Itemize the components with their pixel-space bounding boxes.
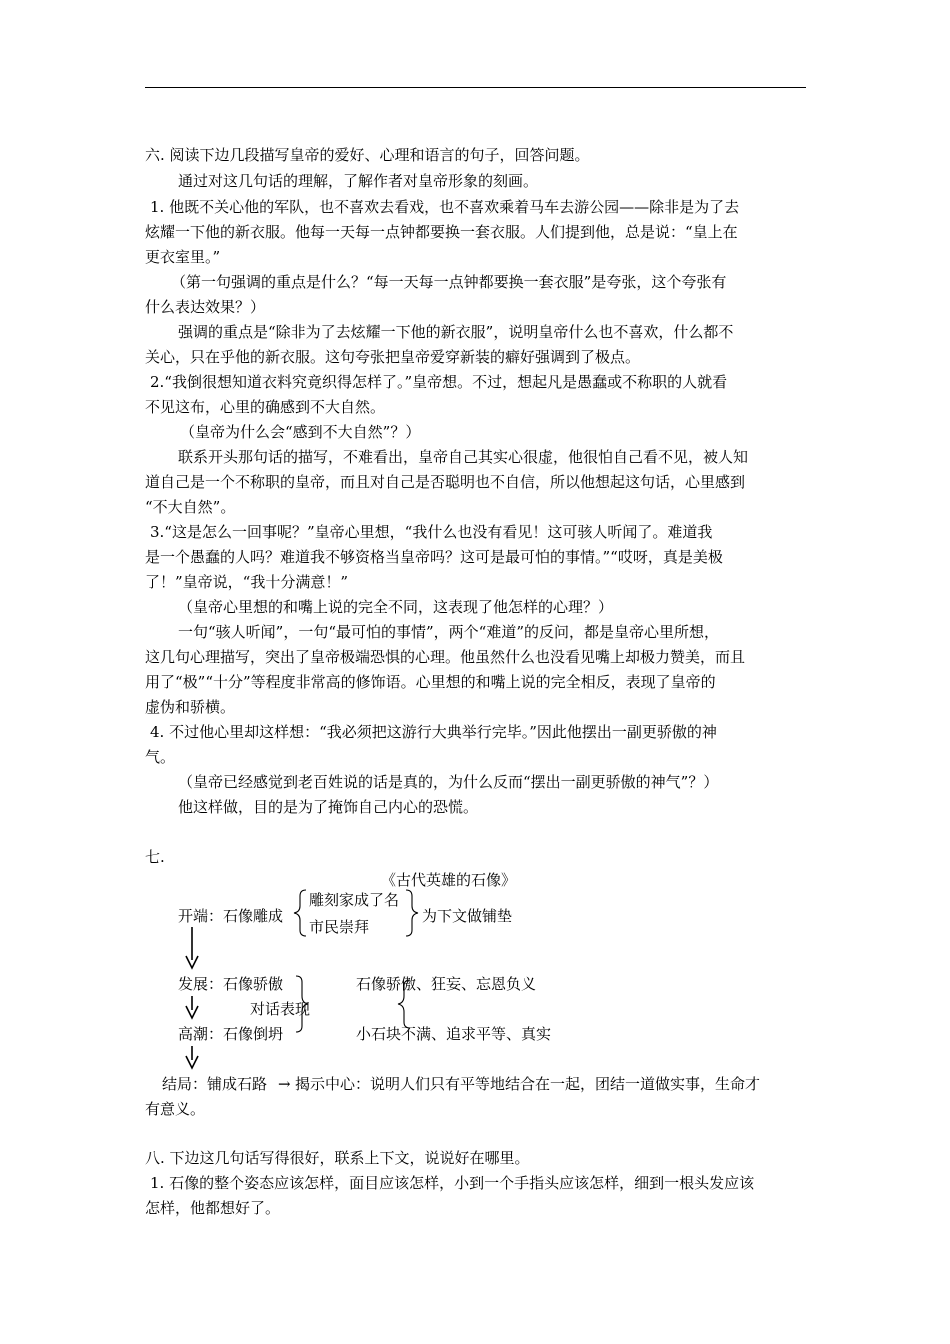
section-7-heading: 七. (145, 848, 165, 866)
diagram-ending-theme-cont: 有意义。 (145, 1100, 206, 1118)
q4-question-line: （皇帝已经感觉到老百姓说的话是真的，为什么反而“摆出一副更骄傲的神气”？） (178, 773, 719, 791)
s8-q1-text-line: 怎样，他都想好了。 (145, 1199, 281, 1217)
q3-answer-line: 这几句心理描写，突出了皇帝极端恐惧的心理。他虽然什么也没看见嘴上却极力赞美，而且 (145, 648, 746, 666)
q2-answer-line: 联系开头那句话的描写，不难看出，皇帝自己其实心很虚，他很怕自己看不见，被人知 (178, 448, 749, 466)
q3-answer-line: 用了“极”“十分”等程度非常高的修饰语。心里想的和嘴上说的完全相反，表现了皇帝的 (145, 673, 716, 691)
section-8-heading: 八. 下边这几句话写得很好，联系上下文，说说好在哪里。 (145, 1149, 530, 1167)
q1-answer-line: 强调的重点是“除非为了去炫耀一下他的新衣服”，说明皇帝什么也不喜欢，什么都不 (178, 323, 734, 341)
q3-answer-line: 虚伪和骄横。 (145, 698, 236, 716)
q2-question-line: （皇帝为什么会“感到不大自然”？） (180, 423, 421, 441)
q3-text-line: 是一个愚蠢的人吗？难道我不够资格当皇帝吗？这可是最可怕的事情。”“哎呀，真是美极 (145, 548, 723, 566)
section-6-intro: 通过对这几句话的理解，了解作者对皇帝形象的刻画。 (178, 172, 539, 190)
q3-answer-line: 一句“骇人听闻”，一句“最可怕的事情”，两个“难道”的反问，都是皇帝心里所想， (178, 623, 720, 641)
right-brace-icon (406, 890, 418, 936)
s8-q1-text-line: 1. 石像的整个姿态应该怎样，面目应该怎样，小到一个手指头应该怎样，细到一根头发应该 (150, 1174, 755, 1192)
diagram-start-item: 雕刻家成了名 (309, 891, 400, 909)
q3-question-line: （皇帝心里想的和嘴上说的完全不同，这表现了他怎样的心理？） (178, 598, 614, 616)
q1-question-line: 什么表达效果？） (145, 298, 266, 316)
diagram-development-label: 发展：石像骄傲 (178, 975, 284, 993)
q4-text-line: 气。 (145, 748, 176, 766)
q1-answer-line: 关心，只在乎他的新衣服。这句夸张把皇帝爱穿新装的癖好强调到了极点。 (145, 348, 641, 366)
diagram-development-note: 石像骄傲、狂妄、忘恩负义 (356, 975, 537, 993)
arrow-right-icon: → (278, 1075, 291, 1093)
diagram-start-label: 开端：石像雕成 (178, 907, 284, 925)
q2-text-line: 不见这布，心里的确感到不大自然。 (145, 398, 386, 416)
section-6-heading: 六. 阅读下边几段描写皇帝的爱好、心理和语言的句子，回答问题。 (145, 146, 590, 164)
diagram-dialogue-label: 对话表现 (250, 1000, 311, 1018)
diagram-ending-theme: 揭示中心：说明人们只有平等地结合在一起，团结一道做实事，生命才 (295, 1075, 761, 1093)
q2-text-line: 2.“我倒很想知道衣料究竟织得怎样了。”皇帝想。不过，想起凡是愚蠢或不称职的人就看 (150, 373, 728, 391)
left-brace-icon (294, 890, 306, 936)
q1-text-line: 炫耀一下他的新衣服。他每一天每一点钟都要换一套衣服。人们提到他，总是说：“皇上在 (145, 223, 738, 241)
diagram-climax-note: 小石块不满、追求平等、真实 (356, 1025, 552, 1043)
header-rule (145, 87, 806, 88)
q4-answer-line: 他这样做，目的是为了掩饰自己内心的恐慌。 (178, 798, 479, 816)
q2-answer-line: 道自己是一个不称职的皇帝，而且对自己是否聪明也不自信，所以他想起这句话，心里感到 (145, 473, 746, 491)
q1-text-line: 1. 他既不关心他的军队，也不喜欢去看戏，也不喜欢乘着马车去游公园——除非是为了去 (150, 198, 740, 216)
diagram-climax-label: 高潮：石像倒坍 (178, 1025, 284, 1043)
diagram-start-note: 为下文做铺垫 (422, 907, 513, 925)
q3-text-line: 3.“这是怎么一回事呢？”皇帝心里想，“我什么也没有看见！这可骇人听闻了。难道我 (150, 523, 713, 541)
q3-text-line: 了！”皇帝说，“我十分满意！” (145, 573, 349, 591)
diagram-start-item: 市民崇拜 (309, 918, 370, 936)
diagram-ending-label: 结局：铺成石路 (162, 1075, 268, 1093)
q4-text-line: 4. 不过他心里却这样想：“我必须把这游行大典举行完毕。”因此他摆出一副更骄傲的神 (150, 723, 717, 741)
q1-text-line: 更衣室里。” (145, 248, 221, 266)
q1-question-line: （第一句强调的重点是什么？“每一天每一点钟都要换一套衣服”是夸张，这个夸张有 (171, 273, 727, 291)
q2-answer-line: “不大自然”。 (145, 498, 236, 516)
diagram-title: 《古代英雄的石像》 (381, 871, 517, 889)
